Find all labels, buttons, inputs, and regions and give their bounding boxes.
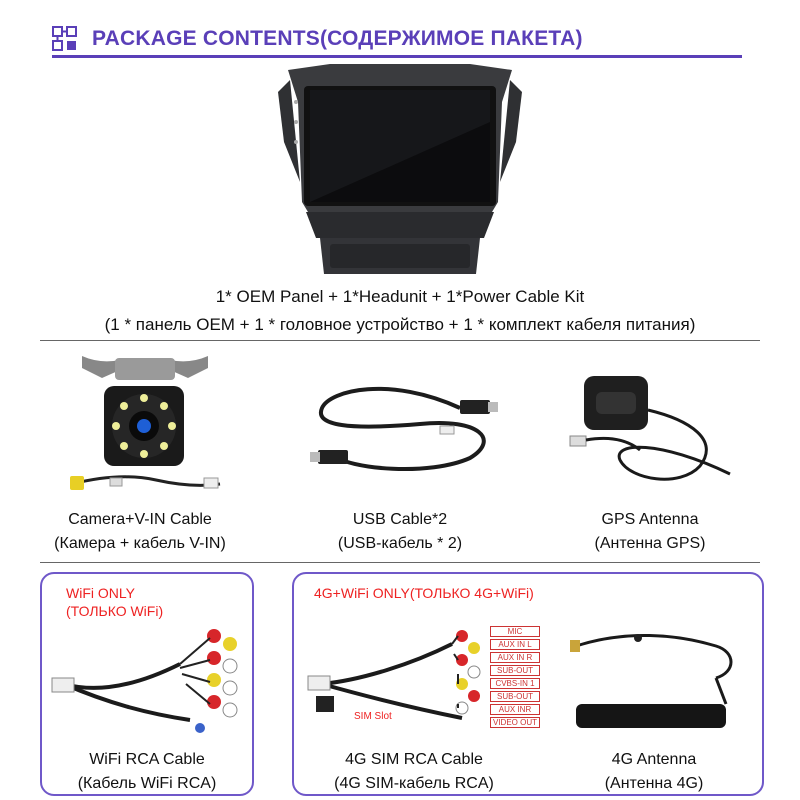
usb-cable-image (310, 380, 500, 490)
camera-vin-cable-image (60, 350, 230, 505)
grid-blocks-icon (52, 26, 78, 52)
wifi-tag-line1: WiFi ONLY (66, 585, 135, 601)
usb-caption-en: USB Cable*2 (352, 511, 448, 528)
wifi-caption (42, 748, 252, 796)
lte-antenna-caption-ru: (Антенна 4G) (604, 775, 704, 792)
wifi-rca-cable-image (50, 624, 246, 742)
header-underline (52, 55, 742, 58)
connector-label: AUX IN R (490, 652, 540, 663)
lte-antenna-caption (554, 748, 754, 796)
section-divider-middle (40, 562, 760, 563)
usb-caption-ru: (USB-кабель * 2) (337, 535, 463, 552)
wifi-caption-ru: (Кабель WiFi RCA) (77, 775, 217, 792)
wifi-only-panel (40, 572, 254, 796)
lte-sim-caption-ru: (4G SIM-кабель RCA) (334, 775, 494, 792)
connector-label: SUB-OUT (490, 665, 540, 676)
connector-label: AUX IN L (490, 639, 540, 650)
camera-caption (20, 508, 260, 556)
wifi-caption-en: WiFi RCA Cable (89, 751, 205, 768)
camera-caption-en: Camera+V-IN Cable (68, 511, 212, 528)
gps-caption (540, 508, 760, 556)
camera-caption-ru: (Камера + кабель V-IN) (54, 535, 226, 552)
page-header (0, 0, 800, 60)
connector-label: VIDEO OUT (490, 717, 540, 728)
connector-label: SUB-OUT (490, 691, 540, 702)
lte-antenna-image (566, 626, 746, 736)
main-caption-ru: (1 * панель OEM + 1 * головное устройство + 1 * комплект кабеля питания) (104, 315, 696, 334)
main-item-caption (0, 283, 800, 339)
connector-label: CVBS-IN 1 (490, 678, 540, 689)
gps-antenna-image (560, 370, 750, 500)
wifi-tag-line2: (ТОЛЬКО WiFi) (66, 603, 164, 619)
lte-sim-rca-cable-image (302, 614, 522, 734)
main-caption-en: 1* OEM Panel + 1*Headunit + 1*Power Cable Kit (215, 287, 585, 306)
sim-slot-label: SIM Slot (354, 711, 392, 722)
section-divider-top (40, 340, 760, 341)
connector-label: MIC (490, 626, 540, 637)
gps-caption-ru: (Антенна GPS) (594, 535, 706, 552)
usb-caption (290, 508, 510, 556)
lte-antenna-caption-en: 4G Antenna (611, 751, 697, 768)
gps-caption-en: GPS Antenna (601, 511, 699, 528)
lte-sim-caption (304, 748, 524, 796)
headunit-panel-image (270, 62, 530, 282)
wifi-only-tag (66, 584, 163, 620)
page-title: PACKAGE CONTENTS(СОДЕРЖИМОЕ ПАКЕТА) (92, 27, 583, 50)
lte-wifi-panel (292, 572, 764, 796)
connector-label-list (490, 626, 540, 730)
connector-label: AUX INR (490, 704, 540, 715)
lte-only-tag: 4G+WiFi ONLY(ТОЛЬКО 4G+WiFi) (314, 585, 534, 601)
lte-sim-caption-en: 4G SIM RCA Cable (345, 751, 483, 768)
